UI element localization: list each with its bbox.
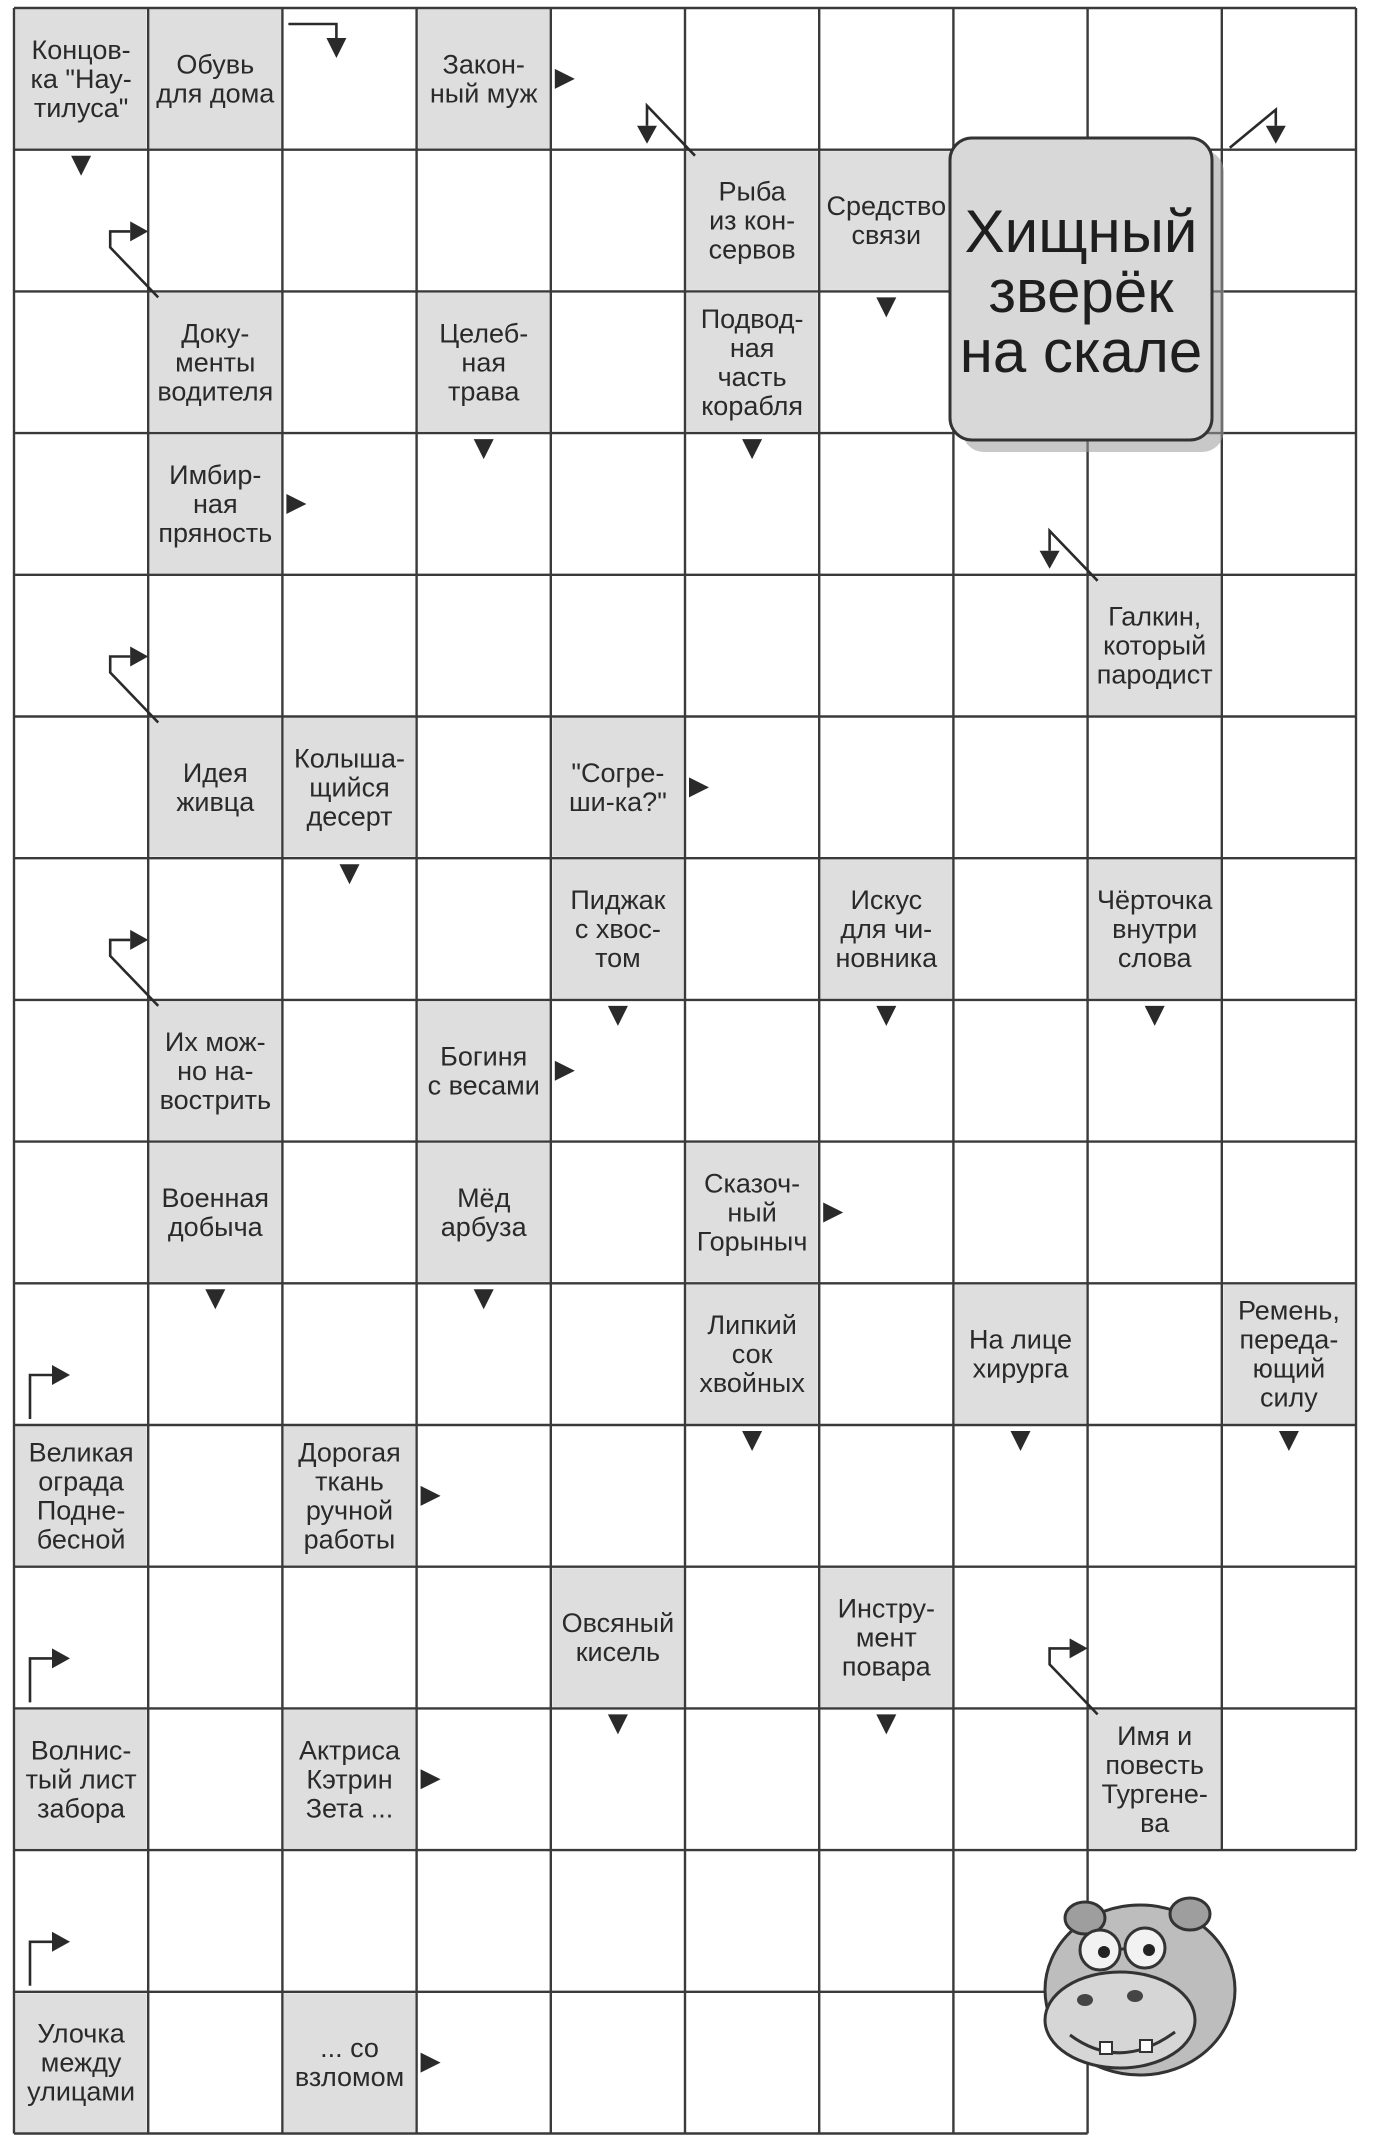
clue-cell (150, 718, 281, 857)
clue-text-line: сервов (708, 234, 796, 265)
clue-text-line: Целеб- (439, 318, 529, 349)
clue-text-line: арбуза (440, 1211, 527, 1242)
arrowhead-icon (130, 221, 148, 241)
clue-text-line: Кэтрин (306, 1764, 393, 1795)
arrow-down-icon (876, 1006, 896, 1026)
clue-text-line: ный муж (429, 78, 538, 109)
clue-text-line: ограда (38, 1466, 124, 1497)
clue-text-line: ва (1140, 1807, 1170, 1838)
clue-text-line: На лице (968, 1324, 1073, 1355)
arrow-down-icon (1011, 1431, 1031, 1451)
clue-text-line: Мёд (457, 1182, 511, 1213)
clue-cell (16, 10, 147, 149)
clue-text-line: слова (1117, 943, 1192, 974)
clue-text-line: пародист (1096, 659, 1213, 690)
clue-text-line: Богиня (440, 1041, 528, 1072)
clue-text-line: добыча (167, 1211, 263, 1242)
clue-cell (687, 151, 818, 290)
arrow-bend-up-right-icon (30, 1375, 52, 1419)
clue-text-line: Липкий (707, 1310, 797, 1341)
arrow-down-icon (742, 439, 762, 459)
clue-text-line: Инстру- (837, 1593, 935, 1624)
arrow-bend-icon (110, 231, 158, 297)
clue-text-line: Подне- (36, 1495, 126, 1526)
clue-text-line: хирурга (972, 1353, 1069, 1384)
arrow-bend-icon (288, 24, 336, 38)
arrowhead-icon (637, 126, 657, 144)
clue-text-line: Пиджак (570, 885, 666, 916)
clue-text-line: взломом (294, 2062, 405, 2093)
clue-text-line: Волнис- (30, 1735, 132, 1766)
clue-text-line: Сказоч- (704, 1168, 801, 1199)
arrowhead-icon (52, 1365, 70, 1385)
arrow-right-icon (421, 1769, 441, 1789)
clue-text-line: часть (717, 361, 787, 392)
clue-text-line: ная (461, 347, 506, 378)
clue-cell (150, 1143, 281, 1282)
clue-text-line: повара (841, 1651, 931, 1682)
clue-text-line: водителя (157, 376, 274, 407)
arrow-down-icon (876, 297, 896, 317)
clue-text-line: Великая (28, 1437, 134, 1468)
clue-cell (1223, 1285, 1354, 1424)
clue-text-line: Закон- (442, 49, 525, 80)
arrow-right-icon (823, 1202, 843, 1222)
arrowhead-icon (52, 1648, 70, 1668)
arrow-down-icon (474, 1289, 494, 1309)
title-line-2: зверёк (988, 258, 1174, 325)
clue-text-line: Ремень, (1237, 1295, 1340, 1326)
clue-text-line: ный (727, 1197, 777, 1228)
arrow-down-icon (340, 864, 360, 884)
clue-text-line: Зета ... (305, 1793, 394, 1824)
clue-text-line: Имбир- (169, 459, 262, 490)
clue-text-line: повесть (1105, 1749, 1205, 1780)
clue-text-line: для чи- (840, 914, 933, 945)
clue-text-line: Их мож- (164, 1026, 266, 1057)
clue-cell (418, 10, 549, 149)
clue-text-line: ткань (315, 1466, 384, 1497)
clue-text-line: хвойных (699, 1368, 805, 1399)
arrow-bend-up-right-icon (30, 1658, 52, 1702)
clue-cell (284, 718, 415, 857)
clue-text-line: Доку- (181, 318, 250, 349)
arrow-down-icon (205, 1289, 225, 1309)
clue-cell (821, 151, 952, 290)
clue-text-line: том (595, 943, 641, 974)
clue-text-line: Концов- (31, 34, 131, 65)
arrow-right-icon (555, 69, 575, 89)
arrow-down-icon (742, 1431, 762, 1451)
clue-text-line: Дорогая (298, 1437, 401, 1468)
clue-cell (821, 1568, 952, 1707)
clue-cell (16, 1710, 147, 1849)
clue-text-line: ручной (305, 1495, 394, 1526)
clue-text-line: тый лист (25, 1764, 137, 1795)
clue-text-line: который (1103, 630, 1207, 661)
clue-text-line: ши-ка?" (569, 786, 667, 817)
clue-text-line: с хвос- (574, 914, 661, 945)
clue-text-line: живца (176, 786, 255, 817)
clue-text-line: Улочка (37, 2018, 125, 2049)
clue-text-line: из кон- (709, 205, 796, 236)
arrow-bend-up-right-icon (30, 1942, 52, 1986)
clue-text-line: работы (303, 1524, 396, 1555)
arrow-bend-icon (110, 657, 158, 723)
clue-text-line: Горыныч (696, 1226, 808, 1257)
clue-text-line: щийся (309, 772, 390, 803)
clue-text-line: Тургене- (1101, 1778, 1208, 1809)
arrow-down-icon (608, 1714, 628, 1734)
clue-text-line: переда- (1239, 1324, 1339, 1355)
clue-text-line: трава (447, 376, 520, 407)
arrowhead-icon (130, 930, 148, 950)
clue-cell (16, 1427, 147, 1566)
clue-cell (552, 860, 683, 999)
clue-text-line: кисель (575, 1637, 661, 1668)
clue-text-line: с весами (427, 1070, 540, 1101)
clue-cell (687, 1143, 818, 1282)
clue-text-line: тилуса" (33, 92, 129, 123)
clue-text-line: пряность (158, 517, 273, 548)
clue-text-line: связи (851, 220, 922, 251)
clue-cell (150, 293, 281, 432)
arrowhead-icon (1266, 126, 1286, 144)
arrow-down-icon (608, 1006, 628, 1026)
clue-text-line: Чёрточка (1096, 885, 1213, 916)
clue-text-line: корабля (701, 390, 803, 421)
clue-text-line: забора (37, 1793, 126, 1824)
arrow-right-icon (421, 1486, 441, 1506)
title-box (950, 138, 1224, 452)
clue-cell (1089, 1710, 1220, 1849)
arrow-right-icon (555, 1061, 575, 1081)
arrow-down-icon (1279, 1431, 1299, 1451)
clue-cell (284, 1427, 415, 1566)
arrow-right-icon (421, 2053, 441, 2073)
hippo-with-glasses-icon (1045, 1898, 1235, 2075)
arrow-bend-icon (1050, 1648, 1098, 1714)
clue-text-line: Обувь (176, 49, 255, 80)
title-line-1: Хищный (964, 198, 1198, 265)
clue-cell (821, 860, 952, 999)
clue-text-line: для дома (156, 78, 275, 109)
clue-text-line: ющий (1252, 1353, 1326, 1384)
clue-text-line: Искус (850, 885, 923, 916)
clue-text-line: Актриса (298, 1735, 401, 1766)
arrow-down-icon (876, 1714, 896, 1734)
arrow-down-icon (474, 439, 494, 459)
clue-text-line: внутри (1112, 914, 1198, 945)
arrowhead-icon (326, 38, 346, 58)
clue-text-line: десерт (306, 801, 393, 832)
clue-text-line: силу (1259, 1382, 1318, 1413)
clue-text-line: Идея (182, 757, 248, 788)
clue-text-line: ка "Нау- (30, 63, 132, 94)
clue-text-line: мент (855, 1622, 917, 1653)
clue-cell (418, 293, 549, 432)
clue-cell (418, 1143, 549, 1282)
clue-text-line: Имя и (1117, 1720, 1193, 1751)
arrow-down-icon (71, 156, 91, 176)
clue-text-line: Рыба (718, 176, 786, 207)
clue-cell (1089, 576, 1220, 715)
arrow-down-icon (1145, 1006, 1165, 1026)
clue-text-line: Военная (161, 1182, 270, 1213)
arrowhead-icon (1040, 551, 1060, 569)
clue-cell (150, 435, 281, 574)
arrowhead-icon (130, 647, 148, 667)
clue-text-line: Средство (826, 191, 947, 222)
clue-text-line: Подвод- (700, 303, 804, 334)
clue-cell (552, 1568, 683, 1707)
clue-text-line: новника (835, 943, 938, 974)
arrow-bend-icon (110, 940, 158, 1006)
clue-text-line: Галкин, (1108, 601, 1202, 632)
clue-text-line: сок (731, 1339, 773, 1370)
clue-cell (687, 293, 818, 432)
arrow-right-icon (286, 494, 306, 514)
clue-cell (955, 1285, 1086, 1424)
clue-text-line: Овсяный (561, 1608, 675, 1639)
clue-cell (687, 1285, 818, 1424)
clue-text-line: ... со (320, 2033, 379, 2064)
clue-text-line: но на- (177, 1055, 254, 1086)
clue-text-line: Колыша- (294, 743, 405, 774)
arrow-right-icon (689, 777, 709, 797)
clue-text-line: улицами (27, 2076, 136, 2107)
clue-text-line: "Согре- (571, 757, 665, 788)
clue-cell (284, 1710, 415, 1849)
clue-text-line: вострить (159, 1084, 272, 1115)
title-line-3: на скале (959, 318, 1203, 385)
arrowhead-icon (1070, 1638, 1088, 1658)
clue-text-line: ная (729, 332, 775, 363)
clue-cell (150, 1001, 281, 1140)
clue-cell (150, 10, 281, 149)
clue-text-line: менты (175, 347, 256, 378)
clue-cell (418, 1001, 549, 1140)
clue-cell (1089, 860, 1220, 999)
clue-text-line: между (40, 2047, 122, 2078)
clue-text-line: ная (193, 488, 238, 519)
arrowhead-icon (52, 1932, 70, 1952)
clue-text-line: бесной (36, 1524, 126, 1555)
clue-cell (284, 1993, 415, 2132)
clue-cell (552, 718, 683, 857)
clue-cell (16, 1993, 147, 2132)
